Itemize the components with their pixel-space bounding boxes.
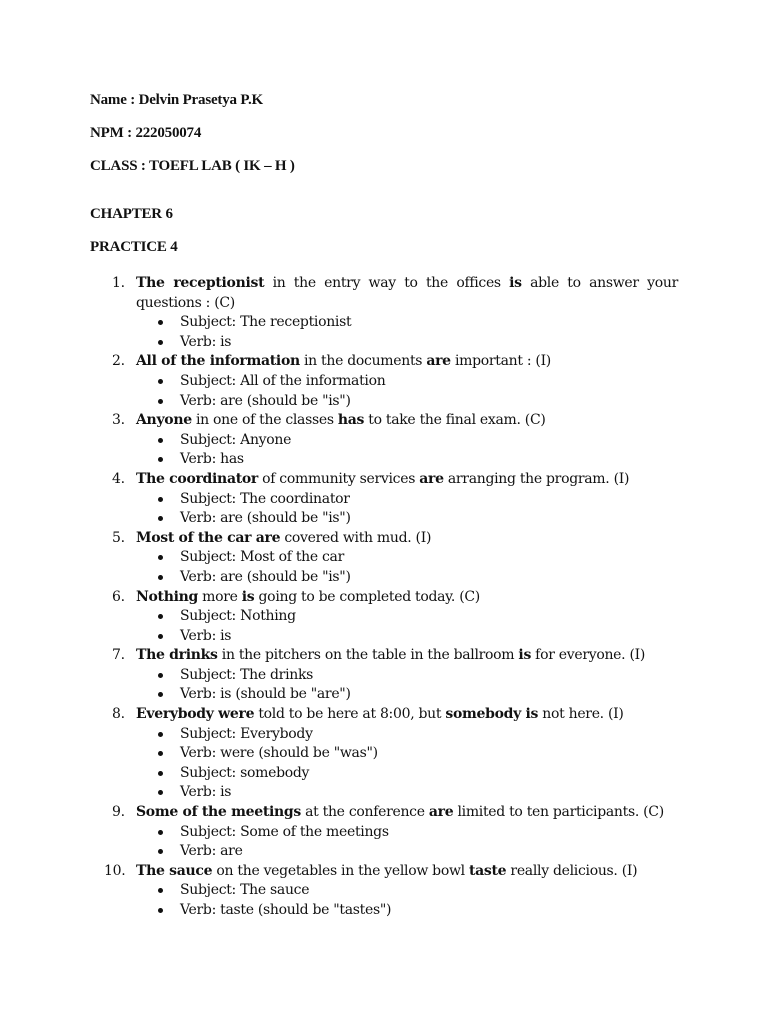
question-item	[90, 529, 678, 588]
bold-phrase: are	[419, 470, 444, 487]
statement-text: to take the final exam. (C)	[364, 412, 546, 429]
analysis-item	[136, 509, 678, 529]
bold-phrase: somebody is	[445, 706, 539, 723]
statement-text: really delicious. (I)	[506, 862, 638, 879]
analysis-item	[136, 744, 678, 764]
bold-phrase: are	[426, 353, 451, 370]
bold-phrase: The sauce	[136, 862, 213, 879]
bullet-icon	[158, 790, 163, 795]
student-name-line: Name : Delvin Prasetya P.K	[90, 92, 263, 108]
question-statement	[136, 274, 678, 313]
question-item	[90, 646, 678, 705]
bullet-icon	[158, 830, 163, 835]
analysis-item	[136, 392, 678, 412]
analysis-item	[136, 842, 678, 862]
question-number: 10.	[104, 862, 126, 879]
question-statement	[136, 470, 678, 490]
question-number: 3.	[112, 412, 125, 429]
question-number: 1.	[112, 275, 125, 291]
question-statement	[136, 803, 678, 823]
analysis-text: Verb: has	[180, 451, 244, 468]
analysis-text: Subject: The receptionist	[180, 314, 352, 331]
question-number: 5.	[112, 529, 125, 546]
bold-phrase: The coordinator	[136, 470, 258, 487]
bold-phrase: The receptionist	[136, 275, 265, 291]
bold-phrase: Anyone	[136, 412, 192, 429]
statement-text: arranging the program. (I)	[443, 470, 630, 487]
analysis-item	[136, 764, 678, 784]
analysis-item	[136, 548, 678, 568]
question-statement	[136, 862, 678, 882]
statement-text: told to be here at 8:00, but	[254, 706, 446, 723]
bold-phrase: Nothing	[136, 588, 198, 605]
bullet-icon	[158, 614, 163, 619]
analysis-text: Subject: Anyone	[180, 431, 292, 448]
analysis-text: Verb: is	[180, 784, 232, 801]
question-item	[90, 411, 678, 470]
bullet-icon	[158, 457, 163, 462]
analysis-item	[136, 901, 678, 921]
analysis-item	[136, 450, 678, 470]
statement-text: on the vegetables in the yellow bowl	[212, 862, 469, 879]
question-item	[90, 470, 678, 529]
analysis-item	[136, 881, 678, 901]
analysis-list	[136, 490, 678, 529]
analysis-text: Verb: taste (should be "tastes")	[180, 902, 392, 918]
question-number: 6.	[112, 588, 125, 605]
bullet-icon	[158, 908, 163, 913]
bullet-icon	[158, 379, 163, 384]
analysis-text: Subject: somebody	[180, 764, 310, 781]
statement-text: not here. (I)	[538, 706, 624, 723]
question-statement	[136, 588, 678, 608]
statement-text: of community services	[258, 470, 420, 487]
analysis-text: Subject: The sauce	[180, 882, 310, 899]
question-statement	[136, 705, 678, 725]
question-item	[90, 705, 678, 803]
analysis-text: Subject: All of the information	[180, 372, 386, 389]
statement-text: in the entry way to the offices	[264, 275, 510, 291]
question-number: 8.	[112, 706, 125, 723]
analysis-item	[136, 313, 678, 333]
bullet-icon	[158, 575, 163, 580]
analysis-item	[136, 490, 678, 510]
statement-text: able to answer your questions : (C)	[136, 275, 678, 311]
analysis-item	[136, 666, 678, 686]
question-statement	[136, 529, 678, 549]
bold-phrase: Some of the meetings	[136, 804, 301, 821]
analysis-text: Verb: are (should be "is")	[180, 568, 351, 585]
bold-phrase: is	[518, 647, 532, 664]
analysis-item	[136, 685, 678, 705]
analysis-list	[136, 881, 678, 920]
bullet-icon	[158, 849, 163, 854]
bullet-icon	[158, 888, 163, 893]
bold-phrase: is	[509, 275, 522, 291]
bullet-icon	[158, 771, 163, 776]
statement-text: limited to ten participants. (C)	[453, 804, 664, 821]
analysis-text: Subject: Most of the car	[180, 549, 344, 566]
statement-text: in the documents	[299, 353, 427, 370]
bullet-icon	[158, 555, 163, 560]
bullet-icon	[158, 399, 163, 404]
analysis-list	[136, 666, 678, 705]
analysis-item	[136, 607, 678, 627]
analysis-item	[136, 783, 678, 803]
bullet-icon	[158, 320, 163, 325]
question-item	[90, 352, 678, 411]
bold-phrase: Everybody were	[136, 706, 255, 723]
question-number: 9.	[112, 804, 125, 821]
analysis-text: Subject: The drinks	[180, 666, 314, 683]
analysis-text: Subject: Nothing	[180, 608, 296, 625]
question-item	[90, 588, 678, 647]
statement-text: going to be completed today. (C)	[254, 588, 480, 605]
question-item	[90, 274, 678, 352]
bullet-icon	[158, 340, 163, 345]
class-line: CLASS : TOEFL LAB ( IK – H )	[90, 158, 295, 174]
analysis-text: Verb: are	[180, 843, 243, 860]
analysis-list	[136, 372, 678, 411]
analysis-list	[136, 431, 678, 470]
analysis-list	[136, 548, 678, 587]
analysis-item	[136, 627, 678, 647]
analysis-item	[136, 568, 678, 588]
statement-text: more	[197, 588, 242, 605]
bullet-icon	[158, 438, 163, 443]
statement-text: for everyone. (I)	[531, 647, 646, 664]
bold-phrase: taste	[468, 862, 507, 879]
analysis-list	[136, 313, 678, 352]
practice-heading: PRACTICE 4	[90, 239, 178, 255]
analysis-text: Verb: is	[180, 627, 232, 644]
statement-text: at the conference	[300, 804, 429, 821]
analysis-item	[136, 431, 678, 451]
bullet-icon	[158, 497, 163, 502]
question-number: 7.	[112, 647, 125, 664]
statement-text: important : (I)	[450, 353, 551, 370]
analysis-list	[136, 725, 678, 803]
student-npm-line: NPM : 222050074	[90, 125, 202, 141]
bullet-icon	[158, 751, 163, 756]
analysis-item	[136, 823, 678, 843]
bullet-icon	[158, 673, 163, 678]
analysis-text: Verb: were (should be "was")	[180, 745, 378, 762]
analysis-text: Verb: is	[180, 333, 232, 350]
question-item	[90, 862, 678, 921]
bullet-icon	[158, 634, 163, 639]
question-number: 2.	[112, 353, 125, 370]
analysis-list	[136, 823, 678, 862]
analysis-text: Verb: are (should be "is")	[180, 392, 351, 409]
question-statement	[136, 352, 678, 372]
bold-phrase: are	[428, 804, 454, 821]
analysis-text: Subject: Some of the meetings	[180, 823, 389, 840]
analysis-text: Verb: are (should be "is")	[180, 510, 351, 527]
question-statement	[136, 646, 678, 666]
bold-phrase: has	[337, 412, 365, 429]
question-number: 4.	[112, 470, 125, 487]
bold-phrase: All of the information	[136, 353, 300, 370]
analysis-text: Subject: Everybody	[180, 725, 313, 742]
bullet-icon	[158, 692, 163, 697]
analysis-item	[136, 725, 678, 745]
bold-phrase: is	[241, 588, 255, 605]
analysis-list	[136, 607, 678, 646]
bold-phrase: The drinks	[136, 647, 218, 664]
bullet-icon	[158, 516, 163, 521]
question-list	[90, 274, 678, 921]
analysis-item	[136, 333, 678, 353]
statement-text: covered with mud. (I)	[280, 529, 432, 546]
analysis-text: Verb: is (should be "are")	[180, 686, 351, 703]
analysis-item	[136, 372, 678, 392]
statement-text: in one of the classes	[191, 412, 338, 429]
bullet-icon	[158, 732, 163, 737]
question-item	[90, 803, 678, 862]
statement-text: in the pitchers on the table in the ballroom	[217, 647, 519, 664]
chapter-heading: CHAPTER 6	[90, 206, 173, 222]
analysis-text: Subject: The coordinator	[180, 490, 350, 507]
question-statement	[136, 411, 678, 431]
bold-phrase: Most of the car are	[136, 529, 281, 546]
